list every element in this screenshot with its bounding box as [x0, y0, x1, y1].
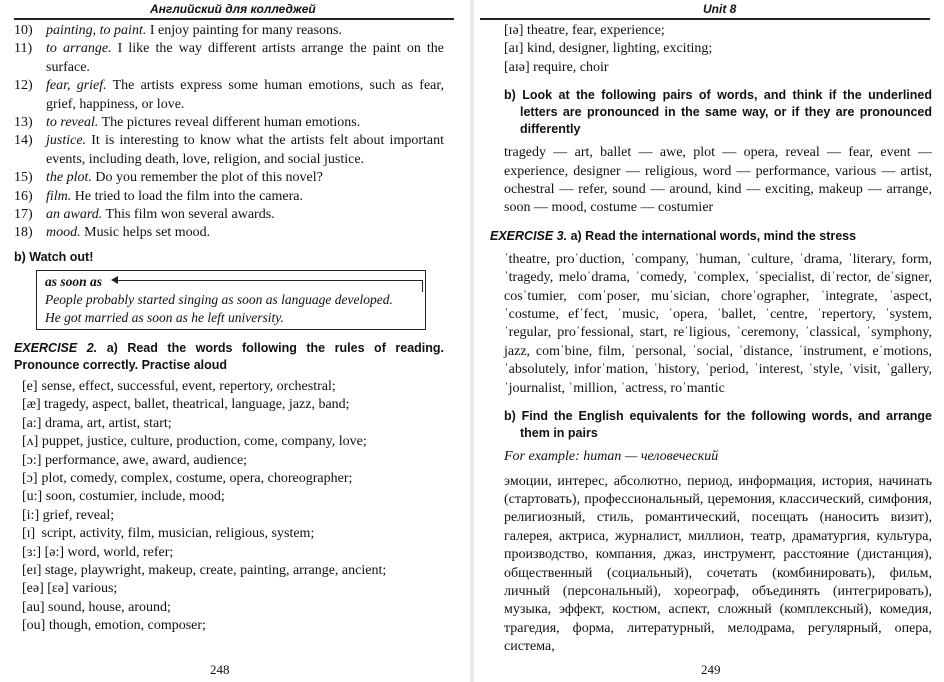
- exercise-label: EXERCISE 2.: [14, 340, 98, 355]
- vocab-item: 14) justice. It is interesting to know what the artists felt about important events, including death, love, religion, and social justice.: [14, 133, 444, 167]
- arrow-icon: [117, 280, 423, 282]
- vocab-text: Music helps set mood.: [80, 225, 211, 241]
- phonetic-row: [aɪə] require, choir: [504, 59, 609, 75]
- section-b-heading: b) Look at the following pairs of words, and think if the underlined letters are pronounced in the same way, or if they are pronounced differently: [504, 88, 932, 137]
- russian-words: эмоции, интерес, абсолютно, период, информация, история, начинать (стартовать), профессиональный, церемония, классический, симфония, религиозный, стиль, романтический, посещать (наносить визит), галерея, актриса, журналист, миллион, театр, драматургия, культура, производство, компания, джаз, инструмент, расстояние (дистанция), общественный (социальный), сочетать (комбинировать), фильм, личный (персональный), хореограф, объединять (интегрировать), музыка, эффект, костюм, аспект, сложный (комплексный), комедия, трагедия, форма, литературный, мелодрама, регулярный, опера, система,: [504, 473, 932, 655]
- vocab-item: 16) film. He tried to load the film into the camera.: [14, 188, 303, 204]
- vocab-term: to arrange.: [46, 41, 112, 57]
- watch-out-example-1: People probably started singing as soon as language developed.: [45, 291, 393, 307]
- vocab-item: 10) painting, to paint. I enjoy painting for many reasons.: [14, 23, 342, 38]
- vocab-text: I like the way different artists arrange the paint on the surface.: [46, 41, 444, 75]
- exercise-label: EXERCISE 3.: [490, 228, 568, 243]
- phonetic-row: [ʌ] puppet, justice, culture, production, come, company, love;: [22, 434, 367, 450]
- phonetic-row: [e] sense, effect, successful, event, repertory, orchestral;: [22, 378, 336, 394]
- phonetic-row: [æ] tragedy, aspect, ballet, theatrical, language, jazz, band;: [22, 397, 350, 413]
- phonetic-row: [a:] drama, art, artist, start;: [22, 415, 172, 431]
- vocab-term: to reveal.: [46, 115, 99, 131]
- vocab-list: [14, 22, 444, 243]
- phonetic-row: [ɪ] script, activity, film, musician, religious, system;: [22, 526, 315, 542]
- vocab-text: He tried to load the film into the camera.: [71, 188, 303, 204]
- vocab-term: fear, grief.: [46, 78, 107, 94]
- vocab-text: Do you remember the plot of this novel?: [91, 170, 323, 186]
- example-line: For example: human — человеческий: [504, 449, 719, 465]
- phonetic-list: [14, 378, 444, 636]
- phonetic-row: [ɜ:] [ə:] word, world, refer;: [22, 544, 174, 560]
- vocab-text: The artists express some human emotions, such as fear, grief, happiness, or love.: [46, 78, 444, 112]
- phonetic-row: [ɔ:] performance, awe, award, audience;: [22, 452, 248, 468]
- phonetic-row: [ɔ] plot, comedy, complex, costume, opera, choreographer;: [22, 470, 353, 486]
- exercise-title: a) Read the words following the rules of reading. Pronounce correctly. Practise aloud: [14, 340, 444, 372]
- phonetic-row: [ou] though, emotion, composer;: [22, 618, 206, 634]
- vocab-text: It is interesting to know what the artists felt about important events, including death, love, religion, and social justice.: [46, 133, 444, 167]
- header-rule: [480, 18, 930, 20]
- phonetic-row: [u:] soon, costumier, include, mood;: [22, 489, 225, 505]
- header-rule: [14, 18, 454, 20]
- international-words: ˈtheatre, proˈduction, ˈcompany, ˈhuman, ˈculture, ˈdrama, ˈliterary, form, ˈtragedy, meloˈdrama, ˈcomedy, ˈcomplex, ˈspecialist, diˈrector, deˈsigner, cosˈtumier, comˈposer, muˈsician, choreˈographer, ˈintegrate, ˈaspect, ˈcostume, efˈfect, ˈmusic, ˈopera, ˈballet, ˈcentre, ˈrepertory, ˈsystem, ˈregular, proˈfessional, start, reˈligious, ˈceremony, ˈclassical, ˈsymphony, jazz, comˈbine, film, ˈpersonal, ˈsocial, ˈdistance, ˈinstrument, eˈmotions, ˈabsolutely, inforˈmation, ˈhistory, ˈperiod, ˈinterest, ˈstyle, ˈvisit, ˈgallery, ˈjournalist, ˈmillion, ˈactress, roˈmantic: [504, 251, 932, 396]
- phonetic-list-cont: [490, 22, 932, 77]
- left-page: [0, 0, 470, 682]
- watch-out-box: [36, 270, 426, 330]
- word-pairs: tragedy — art, ballet — awe, plot — opera, reveal — fear, event — experience, designer — religious, word — performance, various — artist, ochestral — refer, sound — around, kind — exciting, makeup — arrange, soon — mood, costume — costumier: [504, 145, 932, 216]
- running-head: Unit 8: [703, 2, 737, 16]
- page-number: 249: [701, 662, 721, 677]
- exercise-title: a) Read the international words, mind the stress: [567, 228, 857, 243]
- watch-out-heading: b) Watch out!: [14, 249, 94, 264]
- vocab-text: This film won several awards.: [102, 207, 275, 223]
- phonetic-row: [i:] grief, reveal;: [22, 507, 115, 523]
- vocab-item: 17) an award. This film won several awards.: [14, 207, 275, 223]
- phonetic-row: [eɪ] stage, playwright, makeup, create, painting, arrange, ancient;: [22, 562, 387, 578]
- right-content: [490, 22, 932, 657]
- vocab-item: 18) mood. Music helps set mood.: [14, 225, 211, 241]
- watch-out-example-2: He got married as soon as he left university.: [45, 309, 284, 325]
- vocab-term: justice.: [46, 133, 87, 149]
- vocab-text: The pictures reveal different human emotions.: [98, 115, 361, 131]
- running-head: Английский для колледжей: [150, 2, 316, 16]
- phonetic-row: [au] sound, house, around;: [22, 599, 171, 615]
- vocab-item: 15) the plot. Do you remember the plot of this novel?: [14, 170, 323, 186]
- vocab-item: 13) to reveal. The pictures reveal different human emotions.: [14, 115, 361, 131]
- exercise-2-heading: [14, 340, 444, 374]
- phonetic-row: [eə] [ɛə] various;: [22, 581, 118, 597]
- watch-out-phrase: as soon as: [45, 273, 103, 289]
- vocab-item: 11) to arrange. I like the way different artists arrange the paint on the surface.: [14, 41, 444, 75]
- vocab-term: film.: [46, 188, 72, 204]
- left-content: [14, 22, 444, 636]
- vocab-item: 12) fear, grief. The artists express some human emotions, such as fear, grief, happiness, or love.: [14, 78, 444, 112]
- vocab-term: the plot.: [46, 170, 92, 186]
- right-page: [474, 0, 944, 682]
- vocab-term: an award.: [46, 207, 103, 223]
- vocab-text: I enjoy painting for many reasons.: [146, 23, 342, 38]
- vocab-term: mood.: [46, 225, 81, 241]
- section-b2-heading: b) Find the English equivalents for the following words, and arrange them in pairs: [504, 409, 932, 441]
- exercise-3-heading: [490, 228, 932, 245]
- page-number: 248: [210, 662, 230, 677]
- phonetic-row: [ɪə] theatre, fear, experience;: [504, 23, 665, 38]
- phonetic-row: [aɪ] kind, designer, lighting, exciting;: [504, 41, 713, 57]
- vocab-term: painting, to paint.: [46, 23, 147, 38]
